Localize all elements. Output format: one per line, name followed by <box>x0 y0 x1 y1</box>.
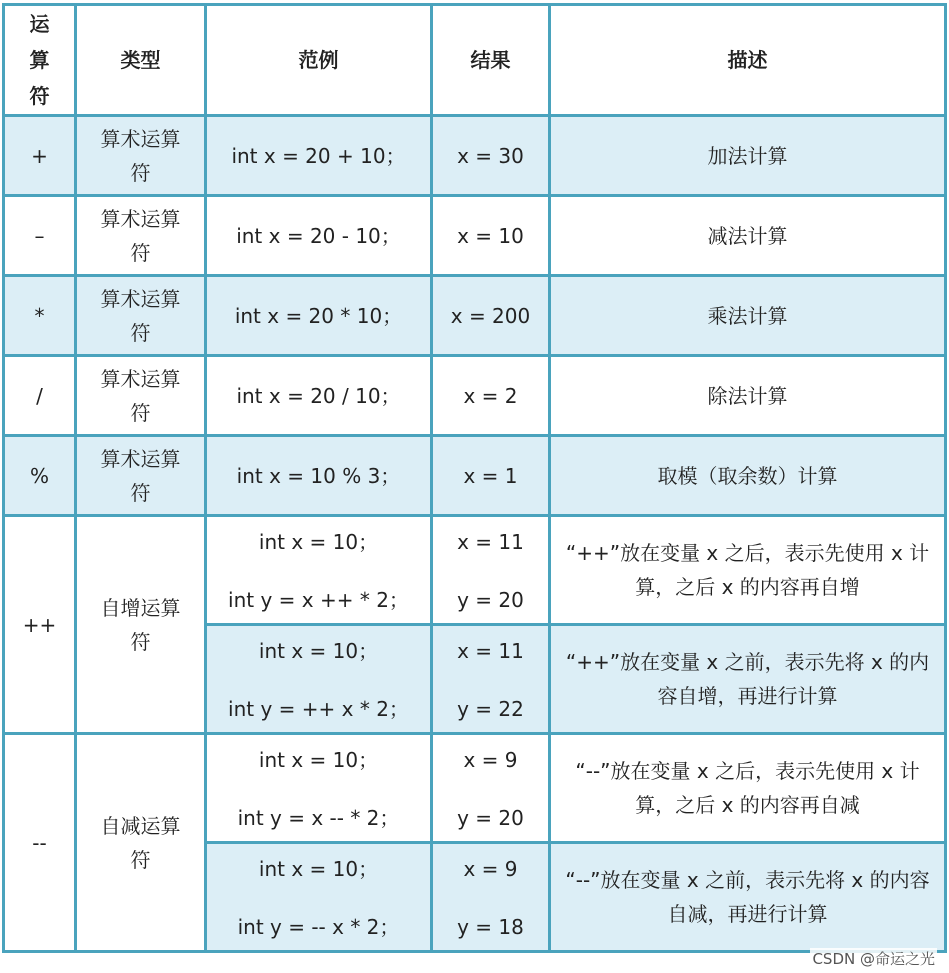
type-text: 算术运算符 <box>100 446 181 505</box>
description-cell <box>550 625 946 734</box>
table-row <box>4 734 946 843</box>
table-row <box>4 516 946 625</box>
header-operator-char: 运 <box>29 12 50 36</box>
example-line: int x = 10； <box>258 639 379 663</box>
description-text: “--”放在变量 x 之后，表示先使用 x 计算，之后 x 的内容再自减 <box>575 759 920 817</box>
header-result: 结果 <box>432 5 550 116</box>
result-cell <box>432 734 550 843</box>
table-row <box>4 276 946 356</box>
type-text: 算术运算符 <box>100 366 181 425</box>
result-cell: x = 2 <box>432 356 550 436</box>
table-row <box>4 436 946 516</box>
description-cell <box>550 516 946 625</box>
result-cell: x = 1 <box>432 436 550 516</box>
example-line: int y = -- x * 2； <box>237 915 400 939</box>
description-text: “--”放在变量 x 之前，表示先将 x 的内容自减，再进行计算 <box>565 868 930 926</box>
example-cell: int x = 20 * 10； <box>206 276 432 356</box>
example-line: int y = x ++ * 2； <box>228 588 409 612</box>
operator-cell: / <box>4 356 76 436</box>
operator-table <box>2 3 947 953</box>
type-cell <box>76 116 206 196</box>
result-line: y = 22 <box>457 697 524 721</box>
description-cell: 乘法计算 <box>550 276 946 356</box>
example-line: int y = ++ x * 2； <box>228 697 409 721</box>
operator-cell: ++ <box>4 516 76 734</box>
type-cell <box>76 196 206 276</box>
type-cell <box>76 734 206 952</box>
description-cell: 加法计算 <box>550 116 946 196</box>
result-line: y = 18 <box>457 915 524 939</box>
example-cell <box>206 734 432 843</box>
table-row <box>4 356 946 436</box>
type-cell <box>76 276 206 356</box>
result-cell <box>432 625 550 734</box>
example-cell: int x = 10 % 3； <box>206 436 432 516</box>
description-text: “++”放在变量 x 之前，表示先将 x 的内容自增，再进行计算 <box>565 650 930 708</box>
description-cell: 减法计算 <box>550 196 946 276</box>
example-line: int y = x -- * 2； <box>237 806 400 830</box>
operator-cell: – <box>4 196 76 276</box>
result-line: x = 9 <box>463 748 518 772</box>
example-line: int x = 10； <box>258 857 379 881</box>
example-cell <box>206 516 432 625</box>
result-cell <box>432 843 550 952</box>
example-cell: int x = 20 / 10； <box>206 356 432 436</box>
type-cell <box>76 516 206 734</box>
description-cell <box>550 734 946 843</box>
header-type: 类型 <box>76 5 206 116</box>
result-line: y = 20 <box>457 806 524 830</box>
result-line: x = 11 <box>457 530 524 554</box>
type-text: 算术运算符 <box>100 286 181 345</box>
watermark: CSDN @命运之光 <box>812 950 935 968</box>
table-row <box>4 116 946 196</box>
example-line: int x = 10； <box>258 530 379 554</box>
example-cell: int x = 20 + 10； <box>206 116 432 196</box>
example-cell <box>206 625 432 734</box>
result-line: x = 11 <box>457 639 524 663</box>
example-cell <box>206 843 432 952</box>
header-row <box>4 5 946 116</box>
example-line: int x = 10； <box>258 748 379 772</box>
description-text: “++”放在变量 x 之后，表示先使用 x 计算，之后 x 的内容再自增 <box>565 541 930 599</box>
header-operator-char: 算 <box>29 48 50 72</box>
type-text: 算术运算符 <box>100 126 181 185</box>
header-operator <box>4 5 76 116</box>
type-cell <box>76 356 206 436</box>
description-cell: 取模（取余数）计算 <box>550 436 946 516</box>
type-text: 自减运算符 <box>100 813 181 872</box>
description-cell: 除法计算 <box>550 356 946 436</box>
result-cell <box>432 516 550 625</box>
result-cell: x = 30 <box>432 116 550 196</box>
header-description: 描述 <box>550 5 946 116</box>
result-line: x = 9 <box>463 857 518 881</box>
result-cell: x = 10 <box>432 196 550 276</box>
operator-cell: + <box>4 116 76 196</box>
type-cell <box>76 436 206 516</box>
type-text: 算术运算符 <box>100 206 181 265</box>
type-text: 自增运算符 <box>100 595 181 654</box>
table-row <box>4 196 946 276</box>
operator-cell: * <box>4 276 76 356</box>
result-cell: x = 200 <box>432 276 550 356</box>
header-operator-char: 符 <box>29 84 50 108</box>
operator-cell: -- <box>4 734 76 952</box>
operator-cell: % <box>4 436 76 516</box>
description-cell <box>550 843 946 952</box>
header-example: 范例 <box>206 5 432 116</box>
example-cell: int x = 20 - 10； <box>206 196 432 276</box>
result-line: y = 20 <box>457 588 524 612</box>
